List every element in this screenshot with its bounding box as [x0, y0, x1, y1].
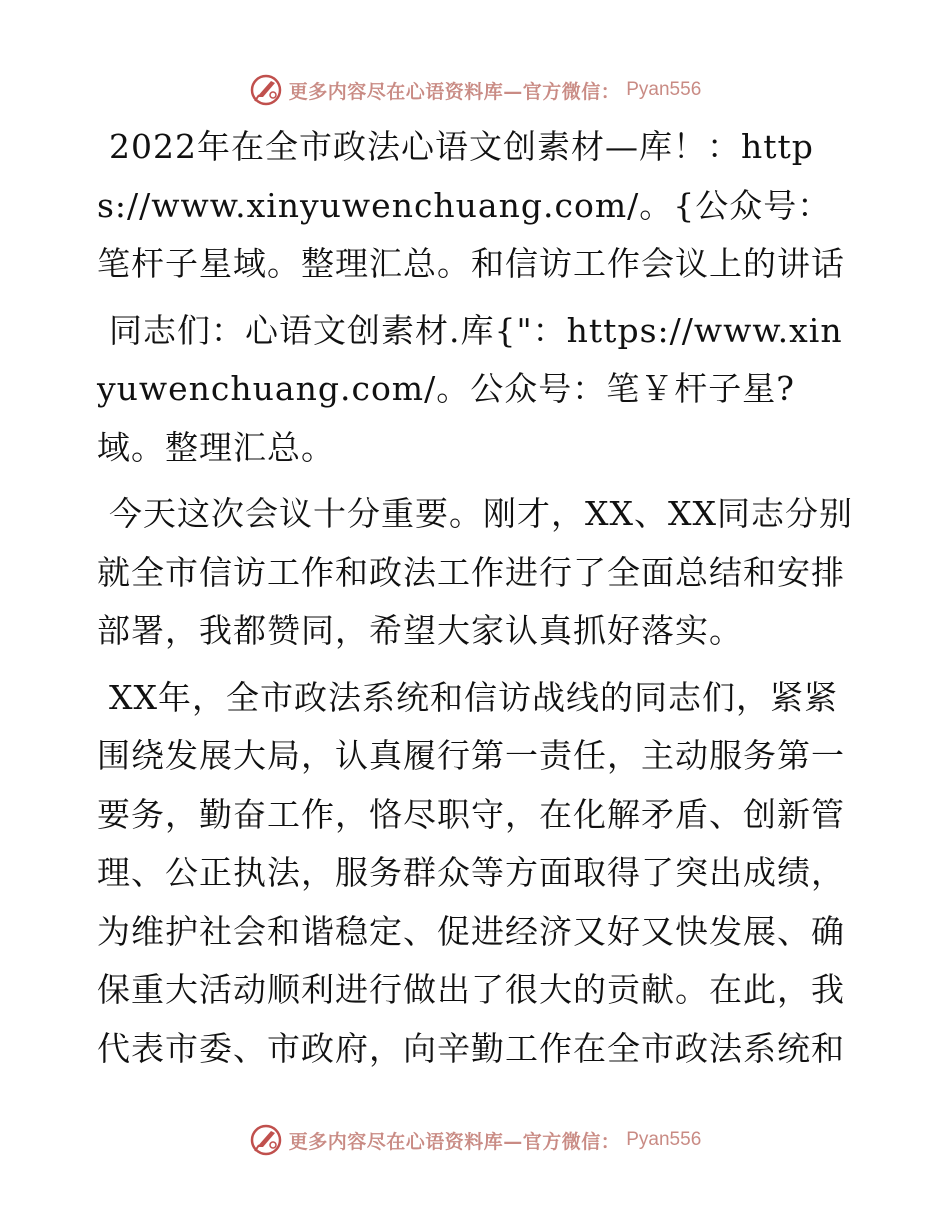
- paragraph-opening: 今天这次会议十分重要。刚才，XX、XX同志分别就全市信访工作和政法工作进行了全面总结和安排部署，我都赞同，希望大家认真抓好落实。: [97, 494, 853, 650]
- quill-logo-icon: [249, 1123, 283, 1157]
- paragraph-greeting: 同志们：心语文创素材.库{"：https://www.xinyuwenchuang.com/。公众号：笔￥杆子星?域。整理汇总。: [97, 310, 843, 467]
- header-watermark-contact: Pyan556: [626, 79, 702, 100]
- footer-watermark-contact: Pyan556: [626, 1129, 702, 1150]
- header-watermark-content: [249, 73, 702, 107]
- quill-logo-icon: [249, 73, 283, 107]
- header-watermark-banner: [0, 70, 950, 110]
- footer-watermark-content: [249, 1123, 702, 1157]
- paragraph-review: XX年，全市政法系统和信访战线的同志们，紧紧围绕发展大局，认真履行第一责任，主动服务第一要务，勤奋工作，恪尽职守，在化解矛盾、创新管理、公正执法，服务群众等方面取得了突出成绩，为维护社会和谐稳定、促进经济又好又快发展、确保重大活动顺利进行做出了很大的贡献。在此，我代表市委、市政府，向辛勤工作在全市政法系统和: [97, 677, 845, 1068]
- footer-watermark-banner: [0, 1120, 950, 1160]
- header-watermark-text: 更多内容尽在心语资料库—官方微信：: [288, 80, 621, 103]
- paragraph-title: 2022年在全市政法心语文创素材—库！：https://www.xinyuwenchuang.com/。{公众号：笔杆子星域。整理汇总。和信访工作会议上的讲话: [97, 127, 845, 283]
- footer-watermark-text: 更多内容尽在心语资料库—官方微信：: [288, 1130, 621, 1153]
- document-body: [97, 118, 857, 1086]
